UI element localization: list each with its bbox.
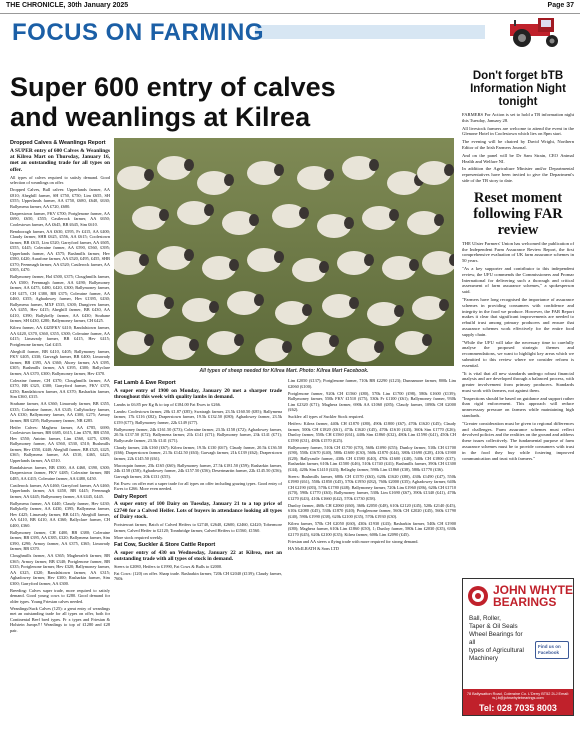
- advert-address: 78 Ballywatton Road, Coleraine Co. L'Derry BT52 2LJ Email: w.j.b@johnwhytebearings.com: [466, 692, 570, 700]
- advert-brand: JOHN WHYTE BEARINGS: [493, 583, 574, 609]
- sidebar-news: [462, 70, 574, 463]
- article-paragraph: Macosquin farmer, 25k £165 (£60); Ballymoney farmer, 27.5k £181.50 (£59); Rasharkin farmer, 24k £158 (£58); Aghadowey farmer, 24k £157.50 (£56); Desertmartin farmer, 22k £145.50 (£56); Garvagh farmer, 20k £131 (£55).: [114, 462, 282, 479]
- article-paragraph: All livestock farmers are welcome to attend the event in the Glenone Hotel in Coolestown which lies on 8pm start.: [462, 125, 574, 137]
- article-paragraph: Ballymoney farmer, 24k £161.50 (£73); Coleraine farmer, 23.5k £158 (£72); Aghadowey farmer, 20.5k £137.50 (£72); Ballymena farmer, 21k £141 (£71); Ballymoney farmer, 23k £141 (£71); Ballycastle farmer, 23.5k £141 (£71).: [114, 426, 282, 443]
- fat-cow-heading: Fat Cow, Suckler & Store Cattle Report: [114, 542, 216, 549]
- article-paragraph: Castlerock farmer, AA £460; Garryford farmer, AA £460; Upperlands farmer, AA £450, BB £445; Feenmagh farmer, AA £445; Ballymoney farmer, AA £445, £445.: [10, 482, 110, 499]
- article-paragraph: In addition the Agriculture Minister and/or Departmental representatives have been invited to give the Department's side of the TB story to date.: [462, 166, 574, 183]
- article-paragraph: Heifers: Kilrea farmer, 440k CH £1870 (£80), 490k £1800 (£67), 470k £1620 (£45); Claudy farmer, 500k CH £1820 (£61), 473k £1620 (£45), 470k £1610 (£43), 360k Sim £1770 (£26); Dunloy farmer, 550k CH £1560 (£61), 440k Sim £1860 (£32), 480k Lim £1590 (£41), 450k CH £1590 (£31), 480k £1570 (£25).: [288, 421, 456, 443]
- article-paragraph: FARMERS For Action is set to hold a TB information night this Tuesday, January 28.: [462, 112, 574, 123]
- store-cattle-body: [288, 378, 456, 551]
- article-paragraph: Friesian and AA steers a flying trade with more required for strong demand.: [288, 538, 419, 544]
- john-whyte-advert[interactable]: [462, 578, 574, 716]
- publication-date: THE CHRONICLE, 30th January 2025: [6, 2, 129, 9]
- advert-footer: [463, 689, 573, 715]
- dairy-body: [114, 522, 282, 540]
- article-paragraph: The evening will be chaired by David Wright, Northern Editor of the Irish Farmers Journal.: [462, 139, 574, 150]
- tractor-icon: [488, 16, 578, 48]
- page-header-bar: [0, 0, 580, 14]
- article-paragraph: Lambs: Coolestown farmer, 20k £1.87 (£85); Swatragh farmer, 23.5k £160.50 (£85); Ballymena farmer, 17k £116 (£82); Draperstown farmer, 19.5k £132.50 (£80); Aghadowey farmer, 23.5k £159 (£77); Ballymoney farmer, 22k £149 (£77).: [114, 408, 282, 425]
- dairy-heading: Dairy Report: [114, 493, 148, 500]
- section-title: FOCUS ON FARMING: [12, 19, 264, 46]
- fat-lamb-body: [114, 402, 282, 492]
- article-paragraph: HA McILRATH & Sons LTD: [288, 545, 339, 551]
- btb-night-body: [462, 112, 574, 184]
- article-paragraph: Lim £2050 (£137); Portglenone farmer, 710k BB £2290 (£123); Dunnamore farmer, 800k Lim £2060 (£100).: [288, 378, 456, 389]
- far-review-body: [462, 241, 574, 462]
- article-paragraph: Ballymena farmer, AA £440; Claudy farmer, Hev £430; Ballykelly farmer, AA £430, £395; Ballymena farmer, Hev £425; Limavady farmer, BB £415; Aheghill farmer, AA £410, BB £410, AA £360; Ballyclare farmer, CH £400, £360.: [10, 500, 110, 528]
- advert-product-item: Wheel Bearings for all: [469, 631, 523, 646]
- far-review-heading: Reset moment following FAR review: [473, 189, 563, 238]
- calves-report-body: [10, 175, 110, 634]
- article-paragraph: Dunloy farmer, 460k CH £2060 (£60), 360k £2050 (£48), 610k £2120 (£45), 520k £2140 (£45), 610k £2080 (£45), 530k £1870 (£40); Portglenone farmer, 560k CH £2020 (£45), 560k £1790 (£40), 590k £1990 (£38), 620k £2100 (£35), 570k £1930 (£30).: [288, 502, 456, 519]
- article-paragraph: Draperstown farmer, FKV £700; Portglenone farmer, AA £690, £650, £555; Castlerock farmer, AA £650; Coolestown farmer, AA £645, BB £645, Sim £610.: [10, 210, 110, 227]
- article-paragraph: More stock required weekly.: [114, 534, 164, 540]
- lamb-dairy-column: [114, 378, 282, 730]
- fat-cow-body: [114, 564, 282, 582]
- article-paragraph: Lambs to £6.85 per Kg & to top of £184.00 Fat Ewes to £266.: [114, 401, 221, 407]
- article-paragraph: "It is vital that all new standards undergo robust financial analysis and are developed through a balanced process, with greater involvement from primary producers. Standards must work with farmers, not against them.: [462, 370, 574, 393]
- article-paragraph: Weanlings/Suck Calves (125): a great entry of weanlings met an outstanding trade for all types on offer, both for Continental Beef bred types. Fr x types and Friesian & Holstein Jumps!!! Weanlings to top of £1280 and £28 pair.: [10, 605, 110, 633]
- advert-product-item: Machinery: [469, 655, 499, 662]
- calves-report-column: [10, 138, 110, 730]
- article-paragraph: Kilrea farmer, 570k CH £2050 (£60), 430k £1930 (£43); Rasharkin farmer, 540k CH £1900 (£80); Maghera farmer, 610k Lim £1860 (£50), 1; Dunloy farmer, 580k Lim £2030 (£35), 630k £2170 (£45), 620k £2100 (£35); Kilrea farmer, 600k Lim £2090 (£45).: [288, 520, 456, 537]
- article-paragraph: Ballymoney farmer, Hol £500, £375; Cloughmills farmer, AA £500; Feenmagh farmer, AA £490; Ballymoney farmer, AA £475, £480, £420, £300; Ballymoney farmer, CH £475, CH £380, BB £375; Coleraine farmer, AA £460, £355; Aghadowey farmer, Hev £1395, £430; Ballymena farmer, MXF £535, £300; Dungiven farmer, AA £455, Hev £415; Aheghill farmer, BB £430, AA £410, £390; Ballykelly farmer, AA £430; Strabane farmer, SH £430, £280; Ballymoney farmer, CH £425.: [10, 274, 110, 324]
- article-paragraph: Kilrea farmer, AA £425FKV £410; Randalstown farmer, AA £420, £370, £360, £355, £300; Coleraine farmer, AA £415; Limavady farmer, BB £415, Hev £415; Portglenone farmer, Gal £415.: [10, 325, 110, 347]
- calves-report-heading: Dropped Calves & Weanlings Report: [10, 140, 106, 146]
- section-banner-band: [255, 25, 485, 39]
- article-paragraph: "Inspections should be based on guidance and support rather than rigid enforcement. This approach will reduce unnecessary pressure on farmers while maintaining high standards.: [462, 395, 574, 419]
- sheep-photo: [114, 138, 454, 366]
- article-paragraph: Heifer Calves: Maghera farmer, AA £785, £690; Coolestown farmer, BB £685, £615, Lim £570, BB £550, Hev £550; Antrim farmer, Lim £560, £475, £390; Ballymoney farmer, AA £560, £530, £510; Bushmills farmer, Hev £550, £440; Aheghill farmer, BB £525, £425, £365; Ballymena farmer, AA £510, £465, £425; Upperlands farmer, AA £510.: [10, 424, 110, 463]
- article-paragraph: Randalstown farmer, BB £500, AA £460, £390, £300; Draperstown farmer, FKV £485; Coleraine farmer, BB £485, AA £415; Coleraine farmer, AA £480, £450.: [10, 464, 110, 481]
- article-paragraph: Dropped Calves, Bull calves: Upperlands farmer, AA £810; Aheghill farmer, SH £750, £750; Lim £655, SH £555; Upperlands farmer, AA £750, £680, £640, £630; Ballymena farmer, AA £720, £680.: [10, 187, 110, 209]
- article-paragraph: "Farmers have long recognised the importance of assurance schemes in providing consumers with confidence and integrity in the food we produce. However, the FAR Report makes it clear that significant improvements are needed to rebuild trust among primary producers and ensure that assurance schemes work effectively for the entire food supply chain.: [462, 296, 574, 337]
- article-paragraph: "As a key supporter and contributor to this independent review, the UFU commends the Commissioners and Promar International for delivering such a thorough and critical assessment of farm assurance schemes," a spokesperson said.: [462, 265, 574, 295]
- article-paragraph: And on the panel will be Dr Sam Strain, CEO Animal Health and Welfare NI.: [462, 152, 574, 164]
- fat-lamb-heading: Fat Lamb & Ewe Report: [114, 380, 176, 386]
- article-paragraph: Portglenone farmer, 920k CH £1560 (£80), 570k Lim £1700 (£98), 580k £1600 (£139); Ballymoney farmer, 550k FKV £1510 (£75), 530k Fr £1100 (£61); Ballymoney farmer, 930k Lim £2320 (£71); Maghera farmer, 690k AA £1060 (£85); Claudy farmer, 1090k CH £2000 (£62).: [288, 390, 456, 412]
- dairy-lead: A super entry of 100 Dairy on Tuesday, January 21 to a top price of £2740 for a Calved Heifer. Lots of buyers in attendance looking all types of Dairy stock.: [114, 501, 282, 521]
- article-paragraph: Ballymoney farmer, CH £400, BB £380; Coleraine farmer, BB £395, AA £385, £320; Ballymena farmer, Sim £390, £290; Armoy farmer, AA £375, £365; Limavady farmer, BB £370.: [10, 529, 110, 552]
- article-paragraph: Coleraine farmer, CH £370; Cloughmills farmer, AA £370, BB £325, £300; Garryford farmer, FKV £370, £250; Randalstown farmer, AA £370; Rasharkin farmer, Sim £360, £315.: [10, 377, 110, 400]
- section-banner: [0, 16, 580, 48]
- article-paragraph: All types of calves required to satisfy demand. Good selection of weanlings on offer.: [10, 174, 110, 186]
- article-paragraph: Suckler: all types of Suckler Stock required.: [288, 414, 365, 419]
- btb-night-heading: Don't forget bTB Information Night tonight: [470, 70, 566, 108]
- facebook-badge[interactable]: Find us on Facebook: [535, 641, 569, 659]
- bearing-logo-icon: [467, 585, 489, 607]
- article-paragraph: Cloughmills farmer, AA £365; Magherafelt farmer, BB £365; Armoy farmer, BB £340; Portglenone farmer, BB £335; Portglenone farmer, Hev £320; Ballymoney farmer, AA £325, £320; Randalstown farmer, AA £315; Aghadowey farmer, Hev £300; Rasharkin farmer, Sim £300; Garryford farmer, AA £300.: [10, 553, 110, 586]
- article-paragraph: Bendooragh farmer, AA £630, £595, Fr £415, AA £400; Claudy farmer, SHB £625, £556, AA £615; Coolestown farmer, BB £615, Lim £520; Garryford farmer, AA £605, £555, £445; Coleraine farmer, AA £590, £560, £395; Upperlands farmer, AA £575; Bushmills farmer, Hev £580, £420; Aurafone farmer, AA £520, £495, £455, SHB £370; Feenmagh farmer, AA £520; Castlerock farmer, AA £505, £470.: [10, 228, 110, 273]
- article-paragraph: Fat Cows: (120) on offer. Sharp trade. Rasharkin farmer, 720k CH £2040 (£139); Claudy farmer, 760k: [114, 570, 282, 582]
- advert-product-item: types of Agricultural: [469, 647, 524, 654]
- article-paragraph: Breeding: Calves super trade, more required to satisfy demand. Good young cows to £280. Good demand for older types. Young Friesian calves needed.: [10, 587, 110, 604]
- advert-product-item: Taper & Oil Seals: [469, 623, 518, 630]
- article-paragraph: Steers to £2080, Heifers to £1990, Fat Cows & Bulls to £2000.: [114, 563, 223, 569]
- article-paragraph: Portstewart farmer, Batch of Calved Heifers to £2740, £2640, £2600, £2460, £2420; Tobermore farmer, Calved Heifer to £2120; Tonnbridge farmer, Calved Heifers to £1560, £1560.: [114, 522, 282, 533]
- article-paragraph: Aheghill farmer, BB £410, £405; Ballymoney farmer, FKV £405, £330; Garvagh farmer, BB £400; Limavady farmer, BB £395, AA £360; Ahoey farmer, AA £395, £305; Bushmills farmer, AA £395, £300; Ballyclare farmer, AA £370, £300; Ballymoney farmer, Hev £370.: [10, 348, 110, 376]
- article-paragraph: "Greater consideration must be given to regional differences and challenges. Farm assurance schemes must reflect devolved policies and the realities on the ground and address these issues collectively. The fundamental purpose of farm assurance schemes must be to provide consumers with trust in the food they buy while fostering improved communication and trust with farmers.": [462, 420, 574, 461]
- fat-cow-lead: A super entry of 430 on Wednesday, January 22 at Kilrea, met an outstanding trade with all types of stock in demand.: [114, 549, 282, 562]
- article-headline: Super 600 entry of calves and weanlings at Kilrea: [10, 72, 336, 132]
- advert-product-item: Ball, Roller,: [469, 615, 501, 622]
- article-paragraph: "While the UFU will take the necessary time to carefully analyse the proposed strategic themes and recommendations, we want to highlight key areas which we submitted to this review where we consider reform is essential.: [462, 339, 574, 368]
- advert-phone[interactable]: Tel: 028 7035 8003: [479, 703, 557, 713]
- advert-products: [469, 615, 529, 663]
- article-paragraph: Strabane farmer, AA £360; Limavady farmer, BB £355, £335; Coleraine farmer, AA £345; Cullybackey farmer, AA £330; Ballymoney farmer, AA £300, £275; Armoy farmer, BB £295; Ballymoney farmer, NR £285.: [10, 401, 110, 423]
- article-paragraph: Claudy farmer, 24k £160 (£67); Kilrea farmer, 19.5k £130 (£67); Claudy farmer, 20.5k £136.50 (£66); Draperstown farmer, 21.5k £142.50 (£63); Garvagh farmer, 21k £139 (£62); Draperstown farmer, 22k £145.50 (£61).: [114, 444, 282, 461]
- article-paragraph: Ballymoney farmer, 510k CH £1750 (£70), 560k £1090 (£55); Dunloy farmer, 510k CH £1700 (£90), 550k £1670 (£40), 580k £1600 (£30), 560k £1870 (£44), 380k £1690 (£28), 410k £1900 (£20); Ballycastle farmer, 430k CH £1580 (£40), 470k £1600 (£40), 540k CH £1800 (£37); Rasharkin farmer, 610k Lim £1500 (£46), 510k £1740 (£41); Bushmills farmer, 390k CH £1300 (£44), 420k Sim £1410 (£43); Bellaghy farmer, 590k Lim £1860 (£38), 580k £1770 (£36).: [288, 444, 456, 472]
- article-paragraph: Fat Ewes: on offer met a super trade for all types on offer including grazing types. Good entry of Ewes to £266. More even needed.: [114, 480, 282, 492]
- article-paragraph: THE Ulster Farmers' Union has welcomed the publication of the Independent Farm Assurance Review Report, the first comprehensive evaluation of UK farm assurance schemes in 50 years.: [462, 240, 574, 264]
- calves-report-lead: A SUPER entry of 600 Calves & Weanlings at Kilrea Mart on Thursday, January 16, met an outstanding trade for all types on offer.: [10, 147, 110, 173]
- page-number: Page 37: [547, 2, 574, 9]
- store-cattle-column: [288, 378, 456, 730]
- photo-caption: All types of sheep needed for Kilrea Mart. Photo: Kilrea Mart Facebook.: [199, 368, 369, 374]
- article-paragraph: Steers: Bushmills farmer, 680k CH £1570 (£63), 620k £1620 (£80), 430k £1490 (£47), 550k £1980 (£61), 550k £1850 (£45), 570k £1950 (£82), 760k £2000 (£35); Aghadowey farmer, 640k CH £2190 (£83), 570k £1780 (£48); Ballymoney farmer, 720k Lim £1960 (£86), 620k CH £1710 (£70), 590k £1770 (£63); Ballymoney farmer, 530k Lim £1690 (£67), 390k £1340 (£41), 470k £1270 (£43), 410k £1660 (£42), 570k £1730 (£58).: [288, 473, 456, 501]
- fat-lamb-lead: A super entry of 1900 on Monday, January 20 met a sharper trade throughout this week with quality lambs in demand.: [114, 387, 282, 400]
